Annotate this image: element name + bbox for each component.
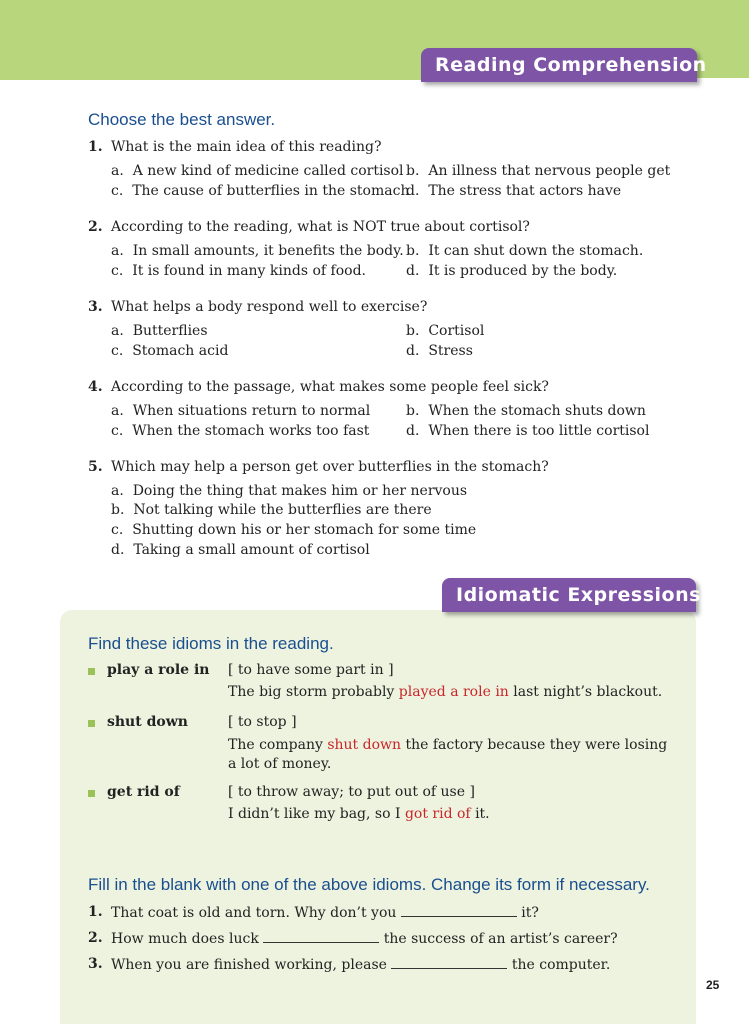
option-a: a. Butterflies bbox=[111, 323, 208, 339]
right-margin bbox=[697, 78, 749, 1024]
reading-comprehension-tab: Reading Comprehension bbox=[421, 48, 697, 82]
option-c: c. When the stomach works too fast bbox=[111, 423, 370, 439]
option-a: a. When situations return to normal bbox=[111, 403, 371, 419]
idiom-term: shut down bbox=[107, 714, 188, 730]
answer-blank[interactable] bbox=[263, 930, 379, 943]
idiom-example: The company shut down the factory because they were losing a lot of money. bbox=[228, 737, 668, 772]
answer-blank[interactable] bbox=[401, 904, 517, 917]
item-text: That coat is old and torn. Why don’t you it? bbox=[111, 905, 539, 921]
idioms-instruction: Find these idioms in the reading. bbox=[88, 634, 334, 653]
option-d: d. Stress bbox=[406, 343, 473, 359]
question-number: 3. bbox=[88, 299, 103, 315]
question-number: 4. bbox=[88, 379, 103, 395]
option-c: c. It is found in many kinds of food. bbox=[111, 263, 367, 279]
question-text: Which may help a person get over butterflies in the stomach? bbox=[111, 459, 549, 475]
bullet-icon bbox=[88, 668, 95, 675]
idiom-definition: [ to stop ] bbox=[228, 714, 297, 730]
idiom-term: get rid of bbox=[107, 784, 180, 800]
option-c: c. The cause of butterflies in the stomach bbox=[111, 183, 410, 199]
page-number: 25 bbox=[706, 978, 720, 992]
option-a: a. Doing the thing that makes him or her nervous bbox=[111, 483, 468, 499]
option-d: d. When there is too little cortisol bbox=[406, 423, 650, 439]
question-number: 1. bbox=[88, 139, 103, 155]
idiomatic-expressions-tab: Idiomatic Expressions bbox=[442, 578, 696, 612]
item-text: When you are finished working, please the computer. bbox=[111, 957, 611, 973]
option-b: b. Not talking while the butterflies are there bbox=[111, 502, 432, 518]
question-text: According to the reading, what is NOT true about cortisol? bbox=[111, 219, 530, 235]
idiom-definition: [ to throw away; to put out of use ] bbox=[228, 784, 475, 800]
question-text: What helps a body respond well to exercise? bbox=[111, 299, 428, 315]
idiom-example: I didn’t like my bag, so I got rid of it. bbox=[228, 806, 490, 822]
question-number: 2. bbox=[88, 219, 103, 235]
rc-instruction: Choose the best answer. bbox=[88, 110, 276, 129]
fill-instruction: Fill in the blank with one of the above idioms. Change its form if necessary. bbox=[88, 875, 650, 894]
option-a: a. In small amounts, it benefits the body. bbox=[111, 243, 404, 259]
question-number: 5. bbox=[88, 459, 103, 475]
idiom-definition: [ to have some part in ] bbox=[228, 662, 394, 678]
bullet-icon bbox=[88, 790, 95, 797]
question-text: What is the main idea of this reading? bbox=[111, 139, 382, 155]
option-c: c. Shutting down his or her stomach for some time bbox=[111, 522, 477, 538]
item-number: 3. bbox=[88, 956, 103, 972]
option-b: b. Cortisol bbox=[406, 323, 485, 339]
option-c: c. Stomach acid bbox=[111, 343, 229, 359]
option-d: d. The stress that actors have bbox=[406, 183, 622, 199]
option-b: b. When the stomach shuts down bbox=[406, 403, 646, 419]
item-number: 2. bbox=[88, 930, 103, 946]
option-d: d. It is produced by the body. bbox=[406, 263, 618, 279]
option-b: b. An illness that nervous people get bbox=[406, 163, 671, 179]
answer-blank[interactable] bbox=[391, 956, 507, 969]
option-a: a. A new kind of medicine called cortisol bbox=[111, 163, 404, 179]
item-number: 1. bbox=[88, 904, 103, 920]
bullet-icon bbox=[88, 720, 95, 727]
item-text: How much does luck the success of an artist’s career? bbox=[111, 931, 618, 947]
option-d: d. Taking a small amount of cortisol bbox=[111, 542, 370, 558]
idiom-term: play a role in bbox=[107, 662, 210, 678]
idiom-example: The big storm probably played a role in last night’s blackout. bbox=[228, 684, 663, 700]
question-text: According to the passage, what makes some people feel sick? bbox=[111, 379, 549, 395]
option-b: b. It can shut down the stomach. bbox=[406, 243, 644, 259]
